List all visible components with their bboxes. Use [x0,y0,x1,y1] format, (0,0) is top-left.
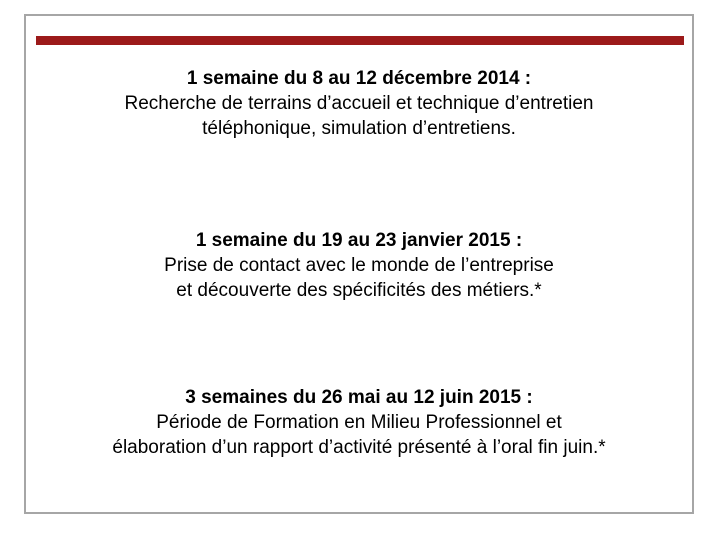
block-heading: 3 semaines du 26 mai au 12 juin 2015 : [185,387,533,408]
schedule-block-may-june [24,385,694,460]
block-line: Prise de contact avec le monde de l’entreprise [164,255,554,276]
block-heading: 1 semaine du 19 au 23 janvier 2015 : [195,230,523,251]
block-line: téléphonique, simulation d’entretiens. [202,118,516,139]
block-line: et découverte des spécificités des métiers.* [176,280,542,301]
schedule-block-december [24,66,694,141]
accent-bar [36,36,684,45]
block-line: Période de Formation en Milieu Professionnel et [156,412,562,433]
block-line: élaboration d’un rapport d’activité présenté à l’oral fin juin.* [112,437,606,458]
block-heading: 1 semaine du 8 au 12 décembre 2014 : [186,68,532,89]
schedule-block-january [24,228,694,303]
block-line: Recherche de terrains d’accueil et technique d’entretien [124,93,594,114]
